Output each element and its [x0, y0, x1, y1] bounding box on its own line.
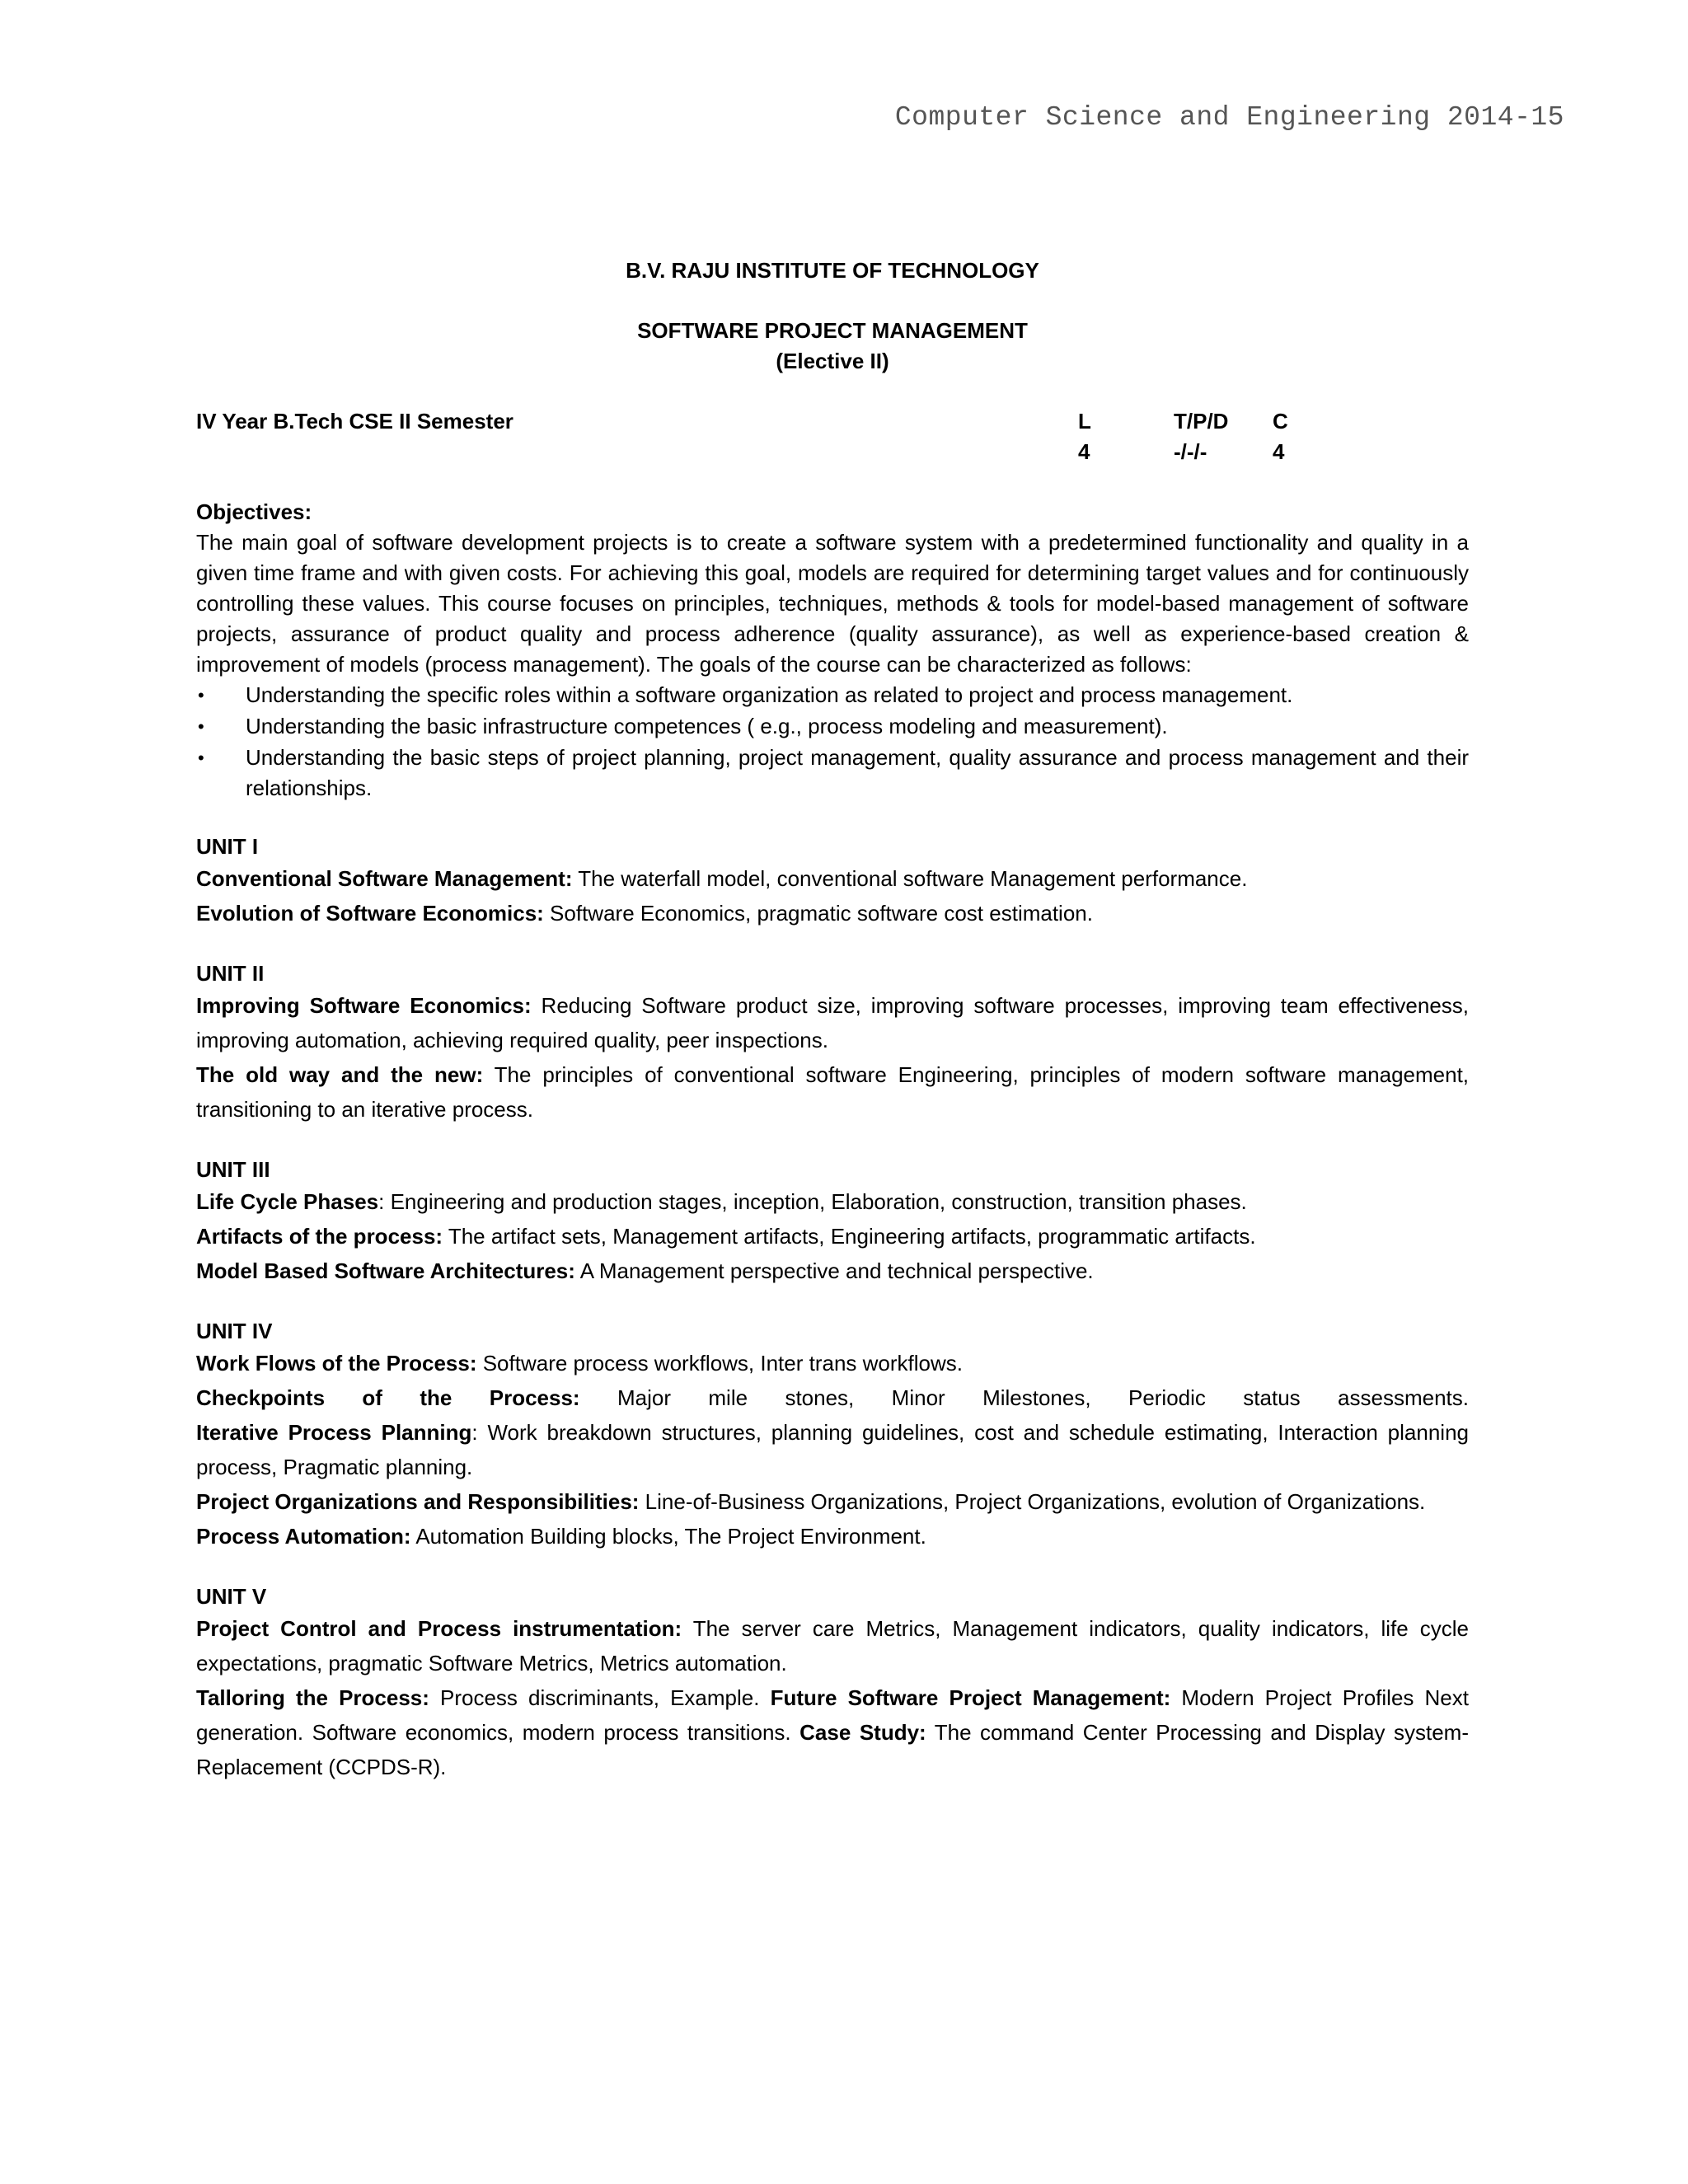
topic-text: Automation Building blocks, The Project Environment.: [410, 1524, 926, 1549]
list-item: [196, 680, 1469, 710]
objectives-paragraph: The main goal of software development projects is to create a software system with a predetermined functionality and quality in a given time frame and with given costs. For achieving this goal, models are required for determining target values and for continuously controlling these values. This course focuses on principles, techniques, methods & tools for model-based management of software projects, assurance of product quality and process adherence (quality assurance), as well as experience-based creation & improvement of models (process management). The goals of the course can be characterized as follows:: [196, 530, 1469, 677]
topic-text: Software Economics, pragmatic software cost estimation.: [543, 901, 1093, 926]
topic-label: Life Cycle Phases: [196, 1189, 379, 1214]
unit-title: UNIT II: [196, 961, 265, 986]
running-header: Computer Science and Engineering 2014-15: [894, 102, 1564, 133]
topic-label: Project Control and Process instrumentation:: [196, 1616, 682, 1641]
credits-l-head: L: [1078, 409, 1091, 434]
objectives-list: [196, 680, 1469, 804]
topic-text: A Management perspective and technical perspective.: [574, 1258, 1094, 1283]
credits-l-value: 4: [1078, 439, 1090, 464]
unit-title: UNIT I: [196, 834, 259, 859]
topic-label: Project Organizations and Responsibilities:: [196, 1489, 640, 1514]
unit-topic: [196, 1680, 1469, 1784]
list-item-text: Understanding the specific roles within a software organization as related to project and process management.: [246, 682, 1293, 707]
topic-label: Iterative Process Planning: [196, 1420, 472, 1445]
topic-label: Conventional Software Management:: [196, 866, 573, 891]
topic-label: Checkpoints of the Process:: [196, 1385, 580, 1410]
topic-text: Modern Project Profiles Next generation. Software economics, modern process transitions.: [196, 1685, 1469, 1745]
unit-title: UNIT IV: [196, 1319, 273, 1343]
topic-text: : Work breakdown structures, planning guidelines, cost and schedule estimating, Interaction planning process, Pragmatic planning.: [196, 1420, 1469, 1479]
institute-name: B.V. RAJU INSTITUTE OF TECHNOLOGY: [626, 258, 1039, 283]
unit-topic: [196, 1484, 1469, 1519]
unit-topic: [196, 1057, 1469, 1127]
unit-topic: [196, 988, 1469, 1057]
year-semester: IV Year B.Tech CSE II Semester: [196, 409, 513, 434]
credits-tpd-value: -/-/-: [1174, 439, 1207, 464]
topic-text: Major mile stones, Minor Milestones, Periodic status assessments.: [579, 1385, 1470, 1410]
unit-5: [196, 1582, 1469, 1784]
topic-label: Evolution of Software Economics:: [196, 901, 544, 926]
credits-tpd-column: [1174, 406, 1228, 467]
course-title: SOFTWARE PROJECT MANAGEMENT: [637, 318, 1028, 343]
unit-topic: [196, 1380, 1469, 1415]
bullet-icon: •: [198, 685, 204, 705]
unit-2: [196, 958, 1469, 1127]
unit-title: UNIT V: [196, 1584, 267, 1609]
topic-label: Model Based Software Architectures:: [196, 1258, 575, 1283]
year-credits-row: [196, 406, 1469, 467]
list-item-text: Understanding the basic steps of project planning, project management, quality assurance and process management and their relationships.: [246, 745, 1469, 800]
topic-text: Reducing Software product size, improving software processes, improving team effectiveness, improving automation, achieving required quality, peer inspections.: [196, 993, 1470, 1052]
credits-c-head: C: [1273, 409, 1288, 434]
bullet-icon: •: [198, 716, 204, 737]
list-item: [196, 711, 1469, 742]
list-item-text: Understanding the basic infrastructure competences ( e.g., process modeling and measurement).: [246, 714, 1168, 738]
topic-label: Case Study:: [799, 1720, 926, 1745]
credits-c-column: [1273, 406, 1288, 467]
list-item: [196, 743, 1469, 804]
syllabus-page: [196, 255, 1469, 1784]
topic-text: The artifact sets, Management artifacts, Engineering artifacts, programmatic artifacts.: [443, 1224, 1256, 1249]
unit-3: [196, 1155, 1469, 1288]
unit-4: [196, 1316, 1469, 1554]
unit-topic: [196, 1219, 1469, 1254]
unit-1: [196, 832, 1469, 930]
objectives-heading: Objectives:: [196, 499, 312, 524]
topic-text: Line-of-Business Organizations, Project Organizations, evolution of Organizations.: [639, 1489, 1426, 1514]
topic-label: Work Flows of the Process:: [196, 1351, 477, 1376]
topic-text: Process discriminants, Example.: [429, 1685, 771, 1710]
topic-label: The old way and the new:: [196, 1062, 484, 1087]
topic-text: The principles of conventional software Engineering, principles of modern software management, transitioning to an iterative process.: [196, 1062, 1470, 1122]
topic-text: : Engineering and production stages, inception, Elaboration, construction, transition phases.: [378, 1189, 1247, 1214]
unit-topic: [196, 896, 1469, 930]
credits-c-value: 4: [1273, 439, 1285, 464]
unit-topic: [196, 861, 1469, 896]
bullet-icon: •: [198, 748, 204, 768]
topic-text: The command Center Processing and Display system-Replacement (CCPDS-R).: [196, 1720, 1470, 1779]
unit-topic: [196, 1415, 1469, 1484]
unit-title: UNIT III: [196, 1157, 270, 1182]
topic-text: The server care Metrics, Management indicators, quality indicators, life cycle expectations, pragmatic Software Metrics, Metrics automation.: [196, 1616, 1469, 1675]
topic-label: Future Software Project Management:: [770, 1685, 1171, 1710]
unit-topic: [196, 1184, 1469, 1219]
topic-label: Improving Software Economics:: [196, 993, 532, 1018]
unit-topic: [196, 1611, 1469, 1680]
topic-text: The waterfall model, conventional software Management performance.: [572, 866, 1248, 891]
unit-topic: [196, 1519, 1469, 1554]
topic-text: Software process workflows, Inter trans workflows.: [476, 1351, 964, 1376]
topic-label: Talloring the Process:: [196, 1685, 429, 1710]
credits-l-column: [1078, 406, 1091, 467]
topic-label: Process Automation:: [196, 1524, 411, 1549]
elective-label: (Elective II): [776, 349, 889, 373]
unit-topic: [196, 1346, 1469, 1380]
credits-tpd-head: T/P/D: [1174, 409, 1229, 434]
unit-topic: [196, 1254, 1469, 1288]
topic-label: Artifacts of the process:: [196, 1224, 443, 1249]
